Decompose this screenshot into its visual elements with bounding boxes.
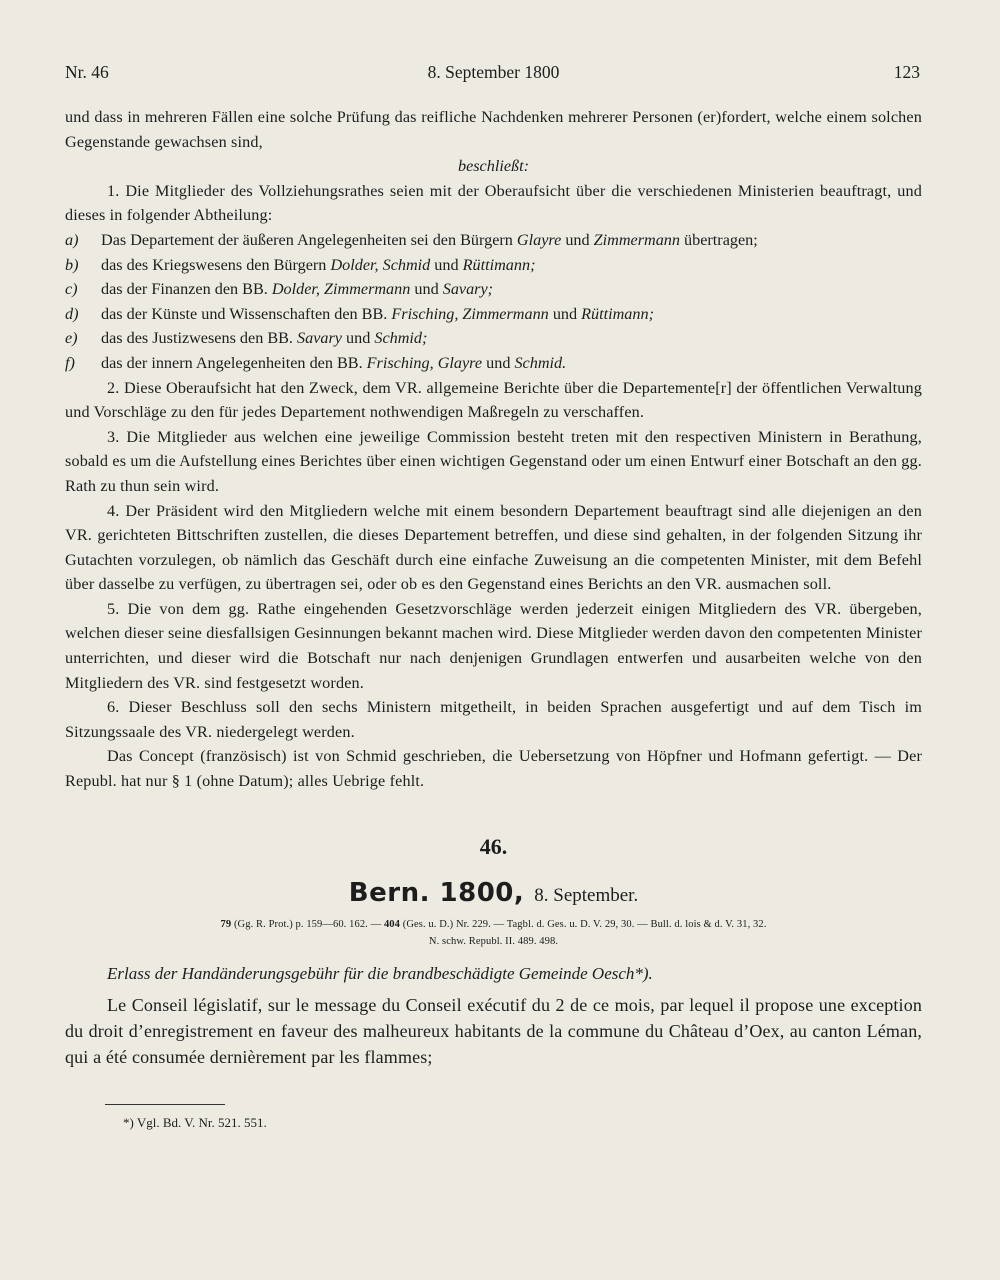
article-6: 6. Dieser Beschluss soll den sechs Ministern mitgetheilt, in beiden Sprachen ausgefertigt und auf dem Tisch im Sitzungssaale des VR. niedergelegt werden.	[65, 698, 922, 741]
editorial-note: Das Concept (französisch) ist von Schmid geschrieben, die Uebersetzung von Höpfner und Hofmann gefertigt. — Der Republ. hat nur § 1 (ohne Datum); alles Uebrige fehlt.	[65, 747, 922, 791]
article-5: 5. Die von dem gg. Rathe eingehenden Gesetzvorschläge werden jederzeit einigen Mitgliedern des VR. übergeben, welchen dieser seine diesfallsigen Gesinnungen bekannt machen wird. Diese Mitglieder werden davon den competenten Minister unterrichten, und dieser wird die Botschaft nur nach denjenigen Grundlagen entwerfen und ausarbeiten welche von den Mitgliedern des VR. sind festgesetzt worden.	[65, 599, 922, 692]
article-3: 3. Die Mitglieder aus welchen eine jeweilige Commission besteht treten mit den respectiven Ministern in Berathung, sobald es um die Aufstellung eines Berichtes über einen wichtigen Gegenstand oder um einen Entwurf einer Botschaft an den gg. Rath zu thun sein wird.	[65, 427, 922, 495]
list-marker: b)	[65, 255, 79, 274]
place-year: Bern. 1800,	[348, 877, 525, 908]
document-number: 46.	[479, 833, 508, 859]
page-number: 123	[893, 62, 920, 82]
article-2: 2. Diese Oberaufsicht hat den Zweck, dem VR. allgemeine Berichte über die Departemente[r] der öffentlichen Verwaltung und Vorschläge zu den für jedes Departement nothwendigen Maßregeln zu verschaffen.	[65, 378, 922, 422]
list-marker: d)	[65, 304, 79, 323]
french-paragraph: Le Conseil législatif, sur le message du Conseil exécutif du 2 de ce mois, par lequel il propose une exception du droit d’enregistrement en faveur des malheureux habitants de la commune du Château d’Oex, au canton Léman, qui a été consumée dernièrement par les flammes;	[65, 994, 922, 1067]
place-date-line	[65, 878, 922, 908]
list-item	[65, 277, 922, 302]
article-1: 1. Die Mitglieder des Vollziehungsrathes seien mit der Oberaufsicht über die verschiedenen Ministerien beauftragt, und dieses in folgender Abtheilung:	[65, 181, 922, 225]
references-line-2: N. schw. Republ. II. 489. 498.	[428, 935, 559, 947]
header-left: Nr. 46	[65, 62, 109, 82]
running-header	[65, 62, 922, 83]
list-item	[65, 228, 922, 253]
intro-paragraph: und dass in mehreren Fällen eine solche Prüfung das reifliche Nachdenken mehrerer Personen (er)fordert, welche einem solchen Gegenstande gewachsen sind,	[65, 108, 922, 151]
document-date: 8. September.	[534, 884, 639, 906]
list-item-text: Das Departement der äußeren Angelegenheiten sei den Bürgern Glayre und Zimmermann übertragen;	[101, 230, 758, 249]
list-marker: c)	[65, 280, 78, 299]
list-item	[65, 253, 922, 278]
header-center: 8. September 1800	[427, 62, 560, 82]
list-item	[65, 326, 922, 351]
list-item	[65, 351, 922, 376]
list-marker: e)	[65, 329, 78, 348]
decree-title: Erlass der Handänderungsgebühr für die brandbeschädigte Gemeinde Oesch*).	[107, 963, 653, 983]
list-marker: f)	[65, 353, 75, 372]
page-content	[65, 62, 922, 1131]
list-item-text: das der Künste und Wissenschaften den BB. Frisching, Zimmermann und Rüttimann;	[101, 304, 654, 323]
list-item-text: das des Justizwesens den BB. Savary und Schmid;	[101, 329, 428, 348]
footnote: *) Vgl. Bd. V. Nr. 521. 551.	[123, 1114, 267, 1130]
footnote-divider	[105, 1104, 225, 1105]
references-line-1: 79 (Gg. R. Prot.) p. 159—60. 162. — 404 (Ges. u. D.) Nr. 229. — Tagbl. d. Ges. u. D. V. 29, 30. — Bull. d. lois & d. V. 31, 32.	[220, 918, 767, 930]
list-marker: a)	[65, 230, 79, 249]
source-references	[65, 916, 922, 950]
list-item	[65, 302, 922, 327]
list-item-text: das der Finanzen den BB. Dolder, Zimmermann und Savary;	[101, 280, 494, 299]
list-item-text: das des Kriegswesens den Bürgern Dolder, Schmid und Rüttimann;	[101, 255, 536, 274]
article-4: 4. Der Präsident wird den Mitgliedern welche mit einem besondern Departement beauftragt sind alle diejenigen an den VR. gerichteten Bittschriften zustellen, die dieses Departement betreffen, und diese sind gehalten, in der folgenden Sitzung ihr Gutachten vorzulegen, ob nämlich das Geschäft durch eine einfache Zuweisung an die competenten Minister, mit dem Befehl über dasselbe zu verfügen, zu übertragen sei, oder ob es den Gegenstand eines Berichts an den VR. ausmachen soll.	[65, 501, 922, 594]
article-1-list	[65, 228, 922, 376]
resolves-line: beschließt:	[457, 157, 530, 176]
list-item-text: das der innern Angelegenheiten den BB. Frisching, Glayre und Schmid.	[101, 353, 567, 372]
